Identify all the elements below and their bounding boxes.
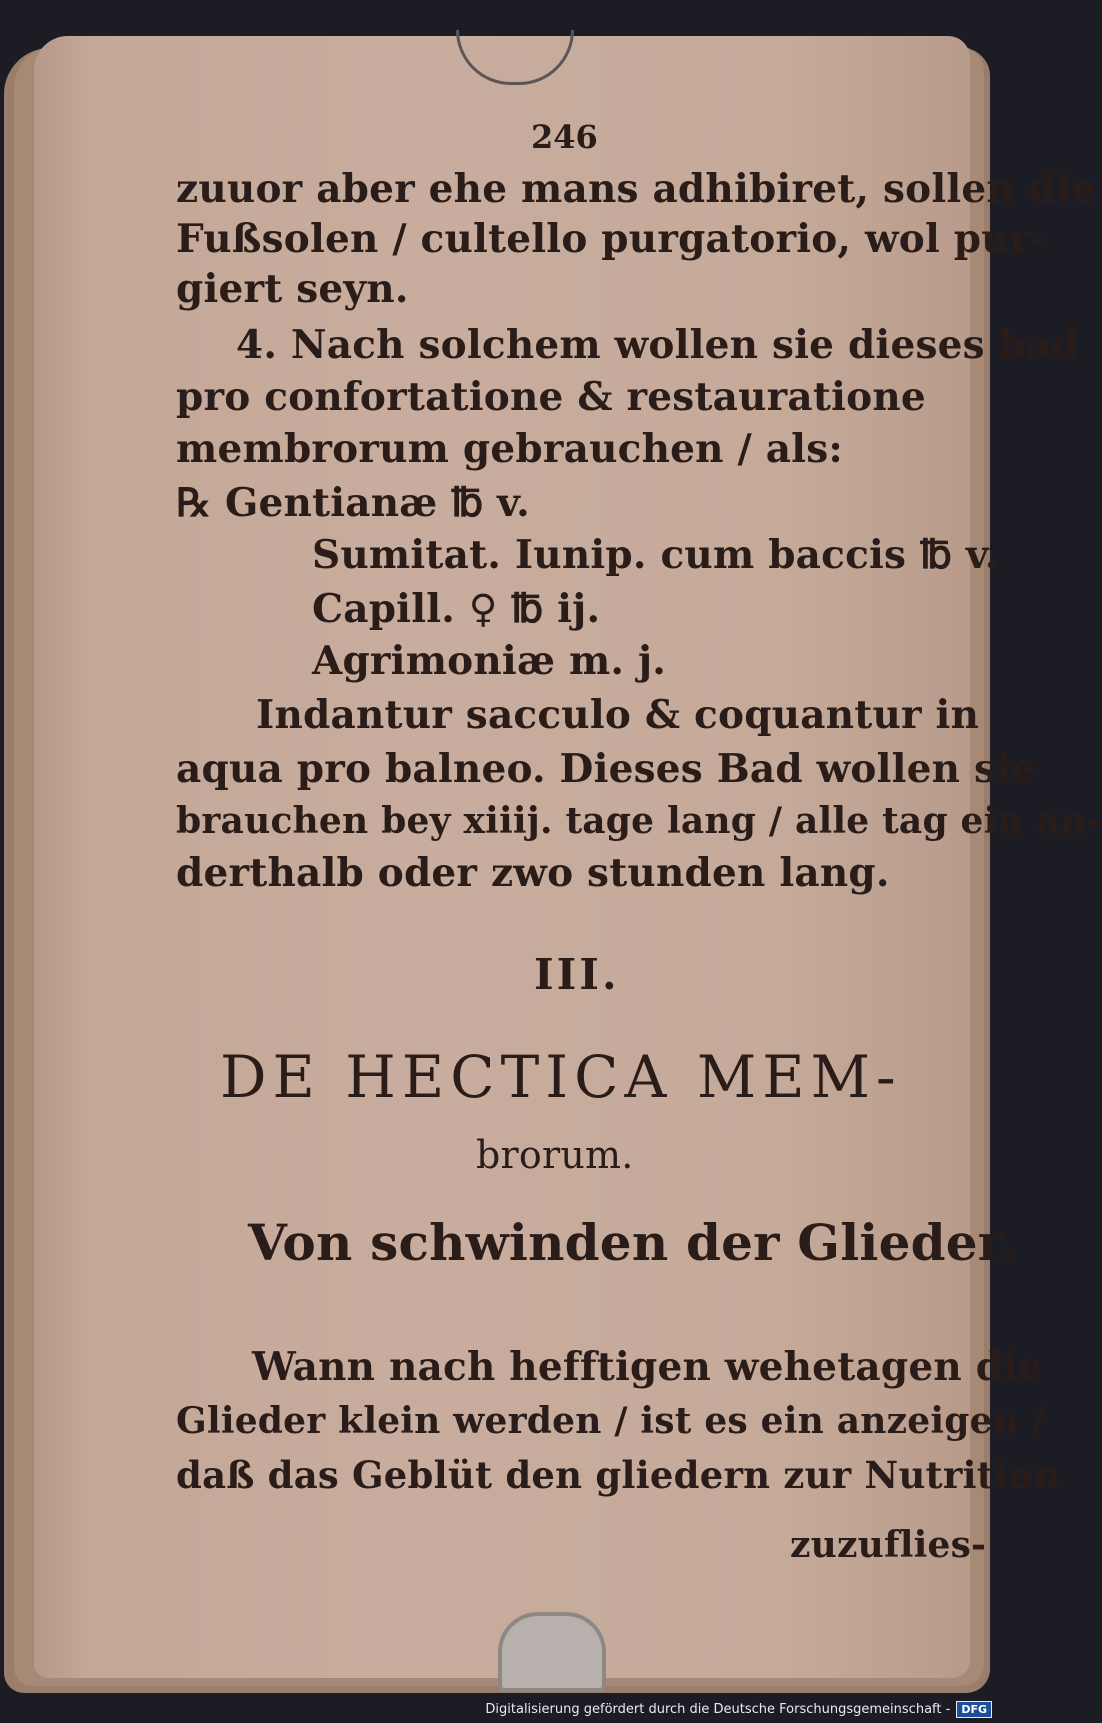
text-line: Fußsolen / cultello purgatorio, wol pur- xyxy=(176,216,1047,262)
recipe-line: Sumitat. Iunip. cum baccis ℔ v. xyxy=(312,532,999,578)
recipe-line: Agrimoniæ m. j. xyxy=(312,638,667,684)
section-heading-continued: brorum. xyxy=(476,1133,634,1177)
text-line: Glieder klein werden / ist es ein anzeigen / xyxy=(176,1400,1046,1442)
catchword: zuzuflies- xyxy=(790,1524,987,1566)
dfg-logo: DFG xyxy=(956,1701,992,1718)
text-line: membrorum gebrauchen / als: xyxy=(176,426,843,472)
section-subheading: Von schwinden der Glieder. xyxy=(248,1213,1018,1272)
credit-text: Digitalisierung gefördert durch die Deutsche Forschungsgemeinschaft - xyxy=(485,1701,951,1717)
page-number: 246 xyxy=(531,118,598,156)
recipe-line: ℞ Gentianæ ℔ v. xyxy=(176,480,530,526)
text-line: zuuor aber ehe mans adhibiret, sollen die xyxy=(176,166,1097,212)
text-line: aqua pro balneo. Dieses Bad wollen sie xyxy=(176,746,1037,792)
text-line: derthalb oder zwo stunden lang. xyxy=(176,850,890,896)
text-line: Indantur sacculo & coquantur in xyxy=(256,692,980,738)
text-line: daß das Geblüt den gliedern zur Nutrition xyxy=(176,1453,1061,1497)
section-heading: DE HECTICA MEM- xyxy=(220,1043,902,1111)
recipe-line: Capill. ♀ ℔ ij. xyxy=(312,586,601,632)
text-line: brauchen bey xiiij. tage lang / alle tag ein an- xyxy=(176,800,1102,842)
section-numeral: III. xyxy=(534,950,620,999)
page-clip-bottom xyxy=(498,1612,606,1692)
text-line: 4. Nach solchem wollen sie dieses bad xyxy=(236,322,1079,368)
text-line: giert seyn. xyxy=(176,266,409,312)
text-line: Wann nach hefftigen wehetagen die xyxy=(252,1344,1044,1390)
digitization-credit xyxy=(485,1699,992,1719)
text-line: pro confortatione & restauratione xyxy=(176,374,926,420)
